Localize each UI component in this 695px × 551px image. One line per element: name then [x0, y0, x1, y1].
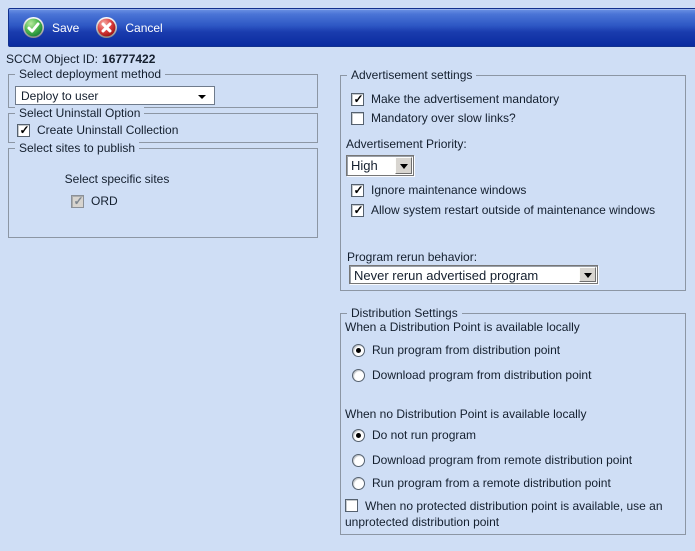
save-button-label: Save	[52, 20, 80, 35]
save-button[interactable]	[22, 16, 79, 39]
local-dp-heading: When a Distribution Point is available locally	[345, 320, 580, 334]
radio-run-from-dp-label: Run program from distribution point	[372, 343, 561, 357]
unprotected-dp-checkbox[interactable]	[345, 499, 358, 512]
deployment-method-group	[8, 67, 318, 108]
priority-dropdown-button[interactable]	[395, 157, 412, 174]
unprotected-dp-label: When no protected distribution point is available, use an unprotected distribution point	[345, 499, 663, 529]
ignore-windows-option[interactable]	[351, 183, 526, 197]
cancel-button-label: Cancel	[125, 20, 163, 35]
sites-to-publish-group	[8, 141, 318, 238]
site-ord-label: ORD	[91, 194, 118, 208]
radio-download-from-dp-label: Download program from distribution point	[372, 368, 592, 382]
radio-do-not-run-control[interactable]	[352, 429, 365, 442]
cancel-x-icon	[95, 16, 118, 39]
mandatory-label: Make the advertisement mandatory	[371, 92, 560, 106]
allow-restart-checkbox[interactable]	[351, 204, 364, 217]
cancel-button[interactable]	[95, 16, 162, 39]
sccm-object-id-label: SCCM Object ID:	[6, 52, 99, 66]
sccm-object-id-value: 16777422	[102, 52, 156, 66]
distribution-settings-group	[340, 306, 686, 535]
radio-do-not-run[interactable]	[352, 428, 476, 442]
radio-download-from-dp-control[interactable]	[352, 369, 365, 382]
no-dp-heading: When no Distribution Point is available locally	[345, 407, 587, 421]
radio-download-remote-dp[interactable]	[352, 453, 632, 467]
sccm-object-id	[6, 52, 155, 66]
mandatory-checkbox[interactable]	[351, 93, 364, 106]
site-ord-option	[71, 194, 118, 208]
advertisement-settings-group	[340, 68, 686, 291]
ignore-windows-label: Ignore maintenance windows	[371, 183, 527, 197]
radio-run-remote-dp-control[interactable]	[352, 477, 365, 490]
mandatory-option[interactable]	[351, 92, 559, 106]
allow-restart-label: Allow system restart outside of maintenance windows	[371, 203, 656, 217]
create-uninstall-collection-option[interactable]	[17, 123, 178, 137]
site-ord-checkbox	[71, 195, 84, 208]
radio-run-remote-dp-label: Run program from a remote distribution point	[372, 476, 611, 490]
distribution-settings-group-title: Distribution Settings	[347, 306, 462, 320]
select-specific-sites-label: Select specific sites	[64, 172, 170, 186]
radio-download-remote-dp-control[interactable]	[352, 454, 365, 467]
slow-links-option[interactable]	[351, 111, 516, 125]
priority-dropdown[interactable]	[346, 155, 414, 176]
deployment-method-dropdown[interactable]	[15, 86, 215, 105]
toolbar	[8, 8, 695, 47]
rerun-value: Never rerun advertised program	[354, 268, 539, 283]
slow-links-label: Mandatory over slow links?	[371, 111, 516, 125]
unprotected-dp-option[interactable]	[345, 498, 679, 530]
ignore-windows-checkbox[interactable]	[351, 184, 364, 197]
uninstall-option-group	[8, 106, 318, 143]
rerun-dropdown-button[interactable]	[579, 267, 596, 282]
radio-do-not-run-label: Do not run program	[372, 428, 477, 442]
rerun-label: Program rerun behavior:	[347, 250, 478, 264]
radio-run-from-dp-control[interactable]	[352, 344, 365, 357]
create-uninstall-collection-checkbox[interactable]	[17, 124, 30, 137]
chevron-down-icon	[198, 95, 206, 99]
radio-run-from-dp[interactable]	[352, 343, 560, 357]
radio-download-remote-dp-label: Download program from remote distribution point	[372, 453, 633, 467]
priority-label: Advertisement Priority:	[346, 137, 467, 151]
uninstall-option-group-title: Select Uninstall Option	[15, 106, 144, 120]
priority-value: High	[351, 158, 378, 173]
sites-to-publish-group-title: Select sites to publish	[15, 141, 139, 155]
deployment-method-value: Deploy to user	[21, 89, 99, 103]
rerun-dropdown[interactable]	[349, 265, 598, 284]
allow-restart-option[interactable]	[351, 203, 655, 217]
advertisement-settings-group-title: Advertisement settings	[347, 68, 476, 82]
radio-download-from-dp[interactable]	[352, 368, 591, 382]
deployment-method-group-title: Select deployment method	[15, 67, 165, 81]
create-uninstall-collection-label: Create Uninstall Collection	[37, 123, 179, 137]
radio-run-remote-dp[interactable]	[352, 476, 611, 490]
slow-links-checkbox[interactable]	[351, 112, 364, 125]
save-check-icon	[22, 16, 45, 39]
